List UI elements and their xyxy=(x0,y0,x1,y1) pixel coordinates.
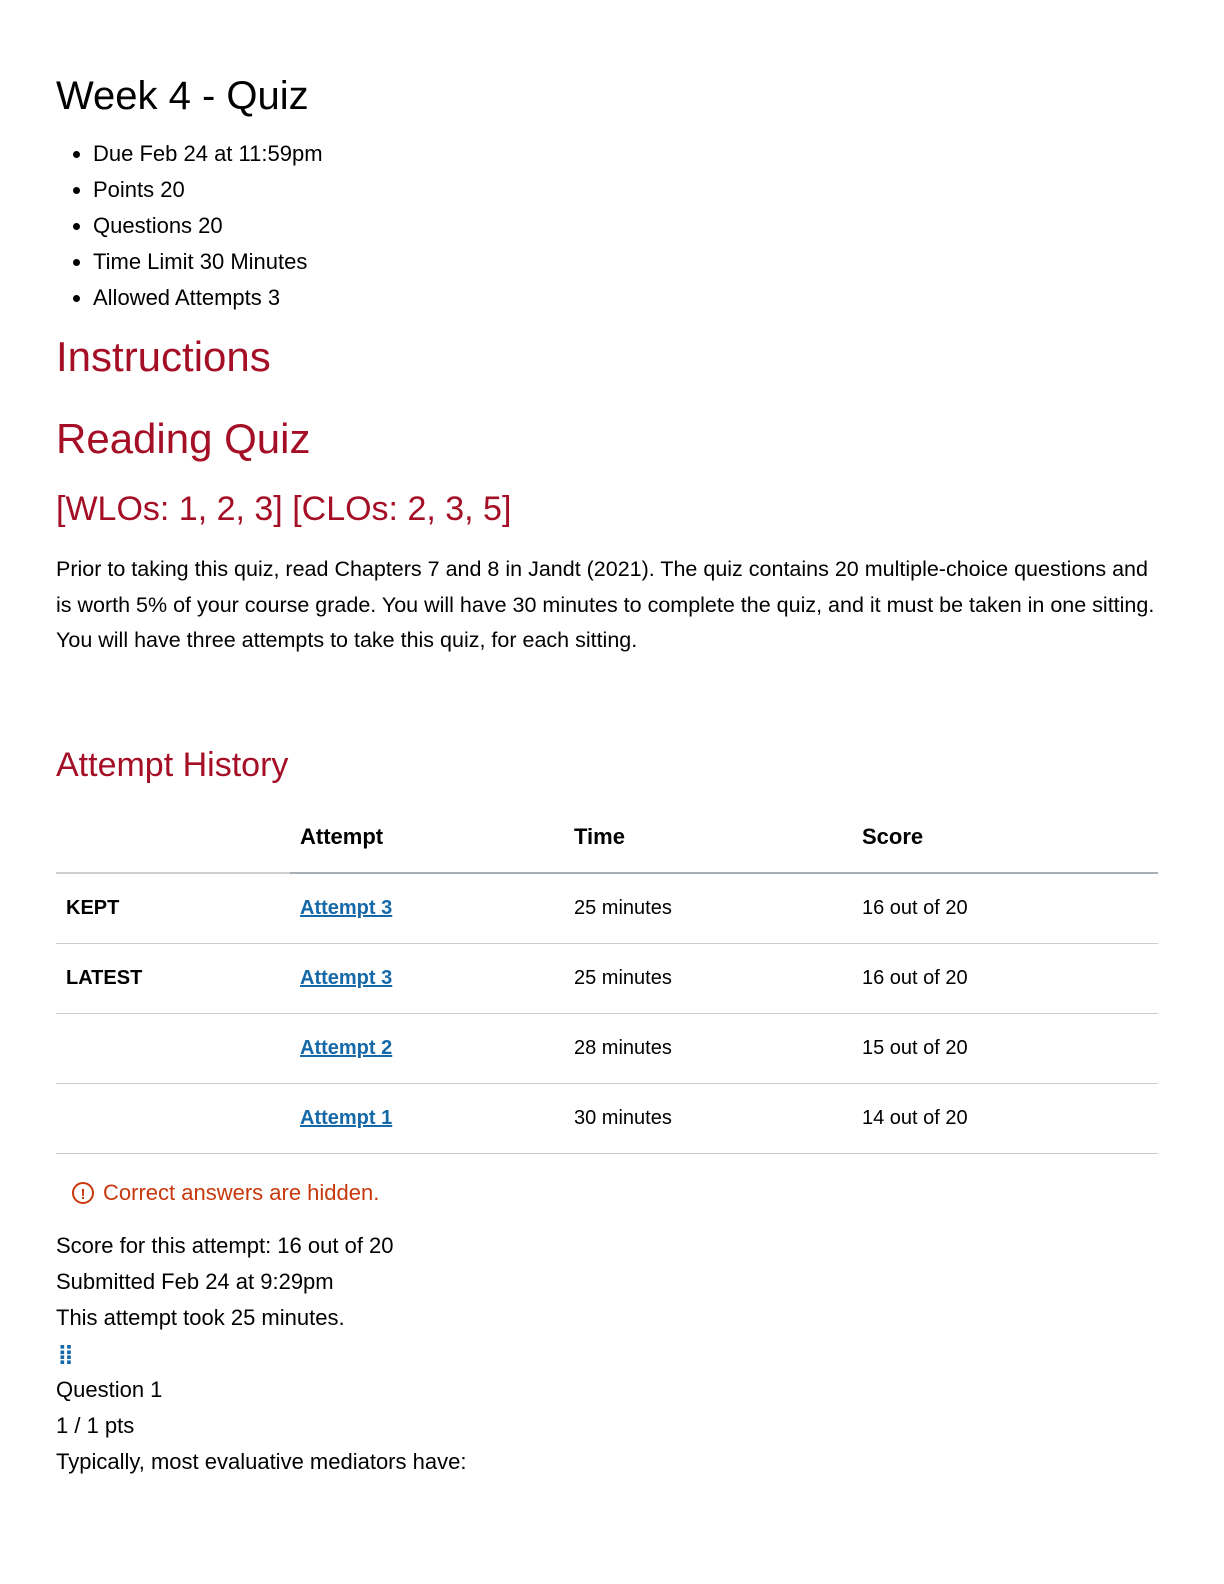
attempt-history-heading: Attempt History xyxy=(56,746,289,784)
attempt-time: 25 minutes xyxy=(564,944,852,1014)
meta-time-limit: • Time Limit 30 Minutes xyxy=(93,244,323,280)
attempt-score: 16 out of 20 xyxy=(852,944,1158,1014)
attempt-link[interactable]: Attempt 3 xyxy=(300,897,393,919)
attempt-time: 25 minutes xyxy=(564,873,852,944)
question-number: Question 1 xyxy=(56,1377,163,1402)
attempt-summary xyxy=(56,1228,394,1336)
attempt-score: 14 out of 20 xyxy=(852,1084,1158,1154)
reading-quiz-heading: Reading Quiz xyxy=(56,415,311,462)
meta-points: • Points 20 xyxy=(93,172,323,208)
notice-text: Correct answers are hidden. xyxy=(103,1180,380,1205)
attempt-score-text: Score for this attempt: 16 out of 20 xyxy=(56,1233,394,1258)
meta-due: • Due Feb 24 at 11:59pm xyxy=(93,136,323,172)
question-points: 1 / 1 pts xyxy=(56,1413,135,1438)
attempt-score: 16 out of 20 xyxy=(852,873,1158,944)
table-row xyxy=(56,873,1158,944)
correct-answers-hidden-notice xyxy=(72,1178,379,1208)
page-title: Week 4 - Quiz xyxy=(56,74,309,118)
instructions-heading: Instructions xyxy=(56,333,271,380)
quiz-meta-list xyxy=(56,136,323,316)
table-row xyxy=(56,1014,1158,1084)
instructions-text: Prior to taking this quiz, read Chapters 7 and 8 in Jandt (2021). The quiz contains 20 multiple-choice questions and is worth 5% of your course grade. You will have 30 minutes to complete the quiz, and it must be taken in one sitting. You will have three attempts to take this quiz, for each sitting. xyxy=(56,557,1155,652)
question-text: Typically, most evaluative mediators have: xyxy=(56,1449,467,1474)
meta-questions: • Questions 20 xyxy=(93,208,323,244)
row-status-label: LATEST xyxy=(56,944,290,1014)
attempt-time: 30 minutes xyxy=(564,1084,852,1154)
attempt-link[interactable]: Attempt 3 xyxy=(300,967,393,989)
row-status-label xyxy=(56,1084,290,1154)
table-row xyxy=(56,944,1158,1014)
meta-allowed-attempts: • Allowed Attempts 3 xyxy=(93,280,323,316)
header-attempt: Attempt xyxy=(290,802,564,873)
attempt-score: 15 out of 20 xyxy=(852,1014,1158,1084)
attempt-history-table xyxy=(56,802,1158,1154)
header-score: Score xyxy=(852,802,1158,873)
table-header-row xyxy=(56,802,1158,873)
attempt-time: 28 minutes xyxy=(564,1014,852,1084)
question-block xyxy=(56,1372,466,1480)
attempt-link[interactable]: Attempt 2 xyxy=(300,1037,393,1059)
outcomes-heading: [WLOs: 1, 2, 3] [CLOs: 2, 3, 5] xyxy=(56,490,512,528)
header-label-col xyxy=(56,802,290,873)
attempt-submitted-text: Submitted Feb 24 at 9:29pm xyxy=(56,1269,334,1294)
header-time: Time xyxy=(564,802,852,873)
row-status-label xyxy=(56,1014,290,1084)
row-status-label: KEPT xyxy=(56,873,290,944)
attempt-link[interactable]: Attempt 1 xyxy=(300,1107,393,1129)
table-row xyxy=(56,1084,1158,1154)
alert-circle-icon: ! xyxy=(72,1182,94,1204)
drag-handle-icon[interactable]: ⁞⁞ xyxy=(58,1340,72,1370)
attempt-duration-text: This attempt took 25 minutes. xyxy=(56,1305,345,1330)
